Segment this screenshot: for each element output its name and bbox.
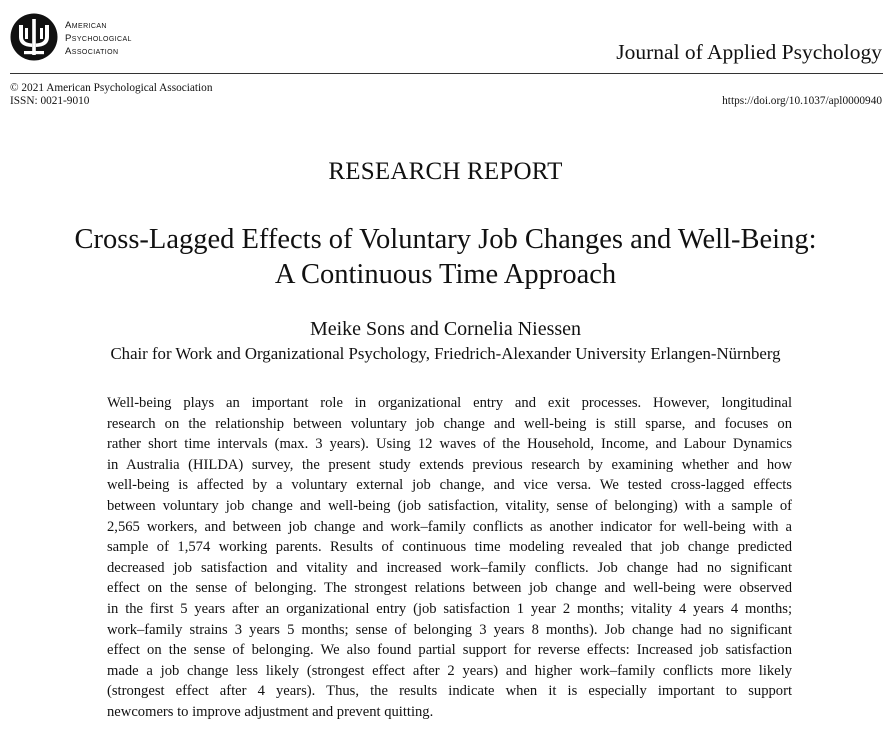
abstract-line: in the first 5 years after an organizational entry (job satisfaction 1 year 2 months; vitality 4 years 4 months; xyxy=(107,600,792,617)
authors: Meike Sons and Cornelia Niessen xyxy=(309,318,582,340)
abstract-line: (strongest effect after 4 years). Thus, the results indicate when it is especially important to support xyxy=(107,683,792,700)
article-title xyxy=(0,222,891,292)
abstract-line: between voluntary job change and well-being (job satisfaction, vitality, sense of belonging) with a sample of xyxy=(107,497,792,514)
abstract-line: made a job change less likely (strongest effect after 2 years) and higher work–family conflicts more likely xyxy=(107,662,792,679)
abstract-line: effect on the sense of belonging. We also found partial support for reverse effects: Increased job satisfaction xyxy=(107,642,792,659)
doi-link[interactable]: https://doi.org/10.1037/apl0000940 xyxy=(722,95,882,107)
article-title-line: A Continuous Time Approach xyxy=(274,259,617,290)
article-title-line: Cross-Lagged Effects of Voluntary Job Changes and Well-Being: xyxy=(74,224,817,255)
abstract-line: 2,565 workers, and between job change and work–family conflicts as another indicator for well-being with a xyxy=(107,518,792,535)
affiliation: Chair for Work and Organizational Psychology, Friedrich-Alexander University Erlangen-Nürnberg xyxy=(110,344,781,363)
publisher-name xyxy=(65,19,132,58)
header-rule xyxy=(10,73,883,74)
section-label: RESEARCH REPORT xyxy=(328,158,563,185)
abstract xyxy=(107,393,792,723)
issn-text: ISSN: 0021-9010 xyxy=(10,95,90,107)
journal-name: Journal of Applied Psychology xyxy=(616,40,882,64)
abstract-line: work–family strains 3 years 5 months; sense of belonging 3 years 8 months). Job change had no significant xyxy=(107,621,792,638)
publisher-name-line: Association xyxy=(65,46,119,57)
abstract-line: research on the relationship between voluntary job change and well-being is still sparse, and focuses on xyxy=(107,415,792,432)
abstract-line: decreased job satisfaction and vitality and increased work–family conflicts. Job change had no significant xyxy=(107,559,792,576)
copyright-block xyxy=(10,82,212,108)
abstract-line: sample of 1,574 working parents. Results of continuous time modeling revealed that job change predicted xyxy=(107,539,792,556)
abstract-line: newcomers to improve adjustment and prevent quitting. xyxy=(107,703,434,720)
publisher-name-line: American xyxy=(65,20,107,31)
abstract-line: effect on the sense of belonging. The strongest relations between job change and well-being were observed xyxy=(107,580,792,597)
abstract-line: rather short time intervals (max. 3 years). Using 12 waves of the Household, Income, and Labour Dynamics xyxy=(107,436,792,453)
abstract-line: well-being is affected by a voluntary external job change, and vice versa. We tested cross-lagged effects xyxy=(107,477,792,494)
publisher-name-line: Psychological xyxy=(65,33,132,44)
copyright-text: © 2021 American Psychological Association xyxy=(10,82,213,94)
apa-logo-icon xyxy=(10,13,58,61)
abstract-line: in Australia (HILDA) survey, the present study extends previous research by examining whether and how xyxy=(107,456,792,473)
abstract-line: Well-being plays an important role in organizational entry and exit processes. However, longitudinal xyxy=(107,395,792,411)
